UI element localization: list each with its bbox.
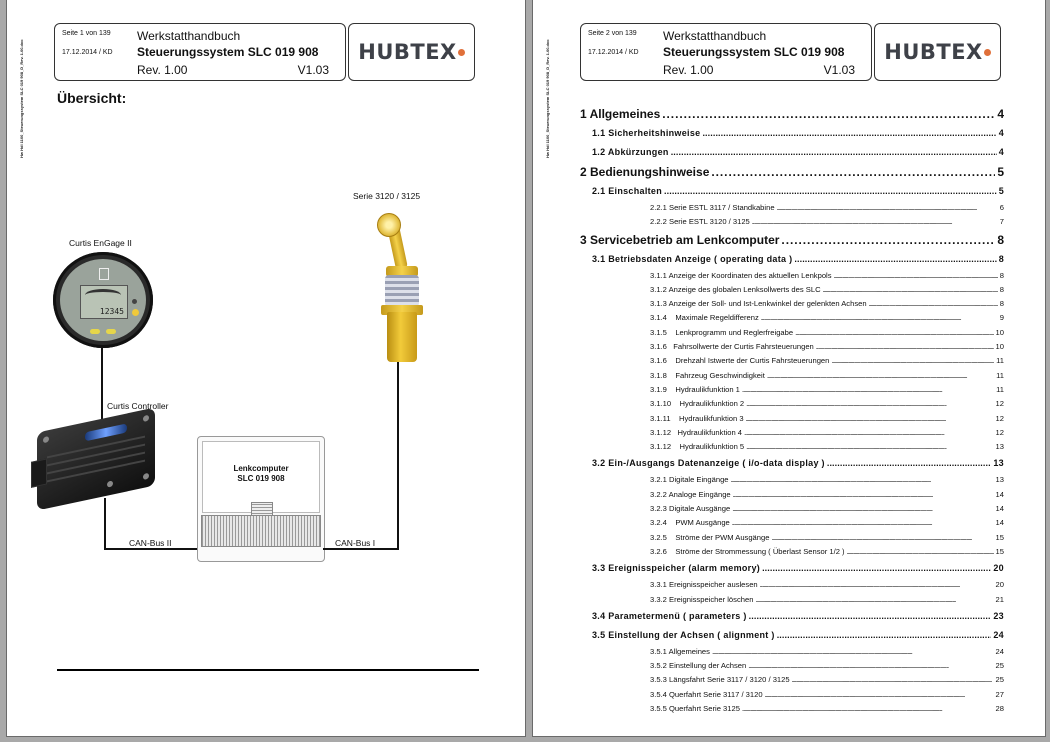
toc-entry-page: 8 <box>998 269 1004 283</box>
toc-entry-title: 3 Servicebetrieb am Lenkcomputer <box>580 230 781 250</box>
toc-entry[interactable] <box>580 311 1004 325</box>
toc-leader-dots <box>781 230 995 250</box>
toc-entry-page: 8 <box>998 283 1004 297</box>
toc-entry[interactable] <box>580 502 1004 516</box>
toc-entry[interactable] <box>580 545 1004 559</box>
curtis-engage-display-image <box>53 252 153 348</box>
toc-entry-page: 12 <box>994 397 1004 411</box>
page-header <box>580 23 872 81</box>
toc-entry[interactable] <box>580 201 1004 215</box>
toc-entry[interactable] <box>580 326 1004 340</box>
toc-entry-page: 25 <box>994 659 1004 673</box>
toc-leader-dots <box>767 369 994 383</box>
toc-leader-dots <box>794 250 996 269</box>
toc-entry-page: 13 <box>991 454 1004 473</box>
toc-leader-dots <box>744 426 994 440</box>
toc-entry[interactable] <box>580 673 1004 687</box>
toc-entry[interactable] <box>580 659 1004 673</box>
toc-entry-title: 1 Allgemeines <box>580 104 662 124</box>
can-bus-2-line <box>104 548 198 550</box>
toc-entry-page: 11 <box>994 369 1004 383</box>
date-author: 17.12.2014 / KD <box>62 49 113 56</box>
computer-label-line1: Lenkcomputer <box>233 464 289 473</box>
toc-leader-dots <box>748 659 993 673</box>
toc-entry-page: 4 <box>997 143 1004 162</box>
toc-entry-page: 14 <box>994 488 1004 502</box>
toc-entry-page: 21 <box>994 593 1004 607</box>
toc-entry-page: 8 <box>998 297 1004 311</box>
can-bus-2-label: CAN-Bus II <box>129 538 172 548</box>
toc-entry[interactable] <box>580 230 1004 250</box>
toc-entry[interactable] <box>580 104 1004 124</box>
toc-entry-title: 3.1.5 Lenkprogramm und Reglerfreigabe <box>650 326 795 340</box>
doc-subtitle: Steuerungssystem SLC 019 908 <box>137 45 319 59</box>
computer-label-line2: SLC 019 908 <box>237 474 285 483</box>
toc-leader-dots <box>777 626 992 645</box>
toc-entry-title: 3.3 Ereignisspeicher (alarm memory) <box>592 559 762 578</box>
page-header <box>54 23 346 81</box>
toc-leader-dots <box>749 607 992 626</box>
toc-entry-page: 4 <box>997 124 1004 143</box>
toc-entry-title: 2.1 Einschalten <box>592 182 664 201</box>
toc-leader-dots <box>731 473 994 487</box>
lenkcomputer-image <box>197 436 325 562</box>
controller-label: Curtis Controller <box>107 401 169 411</box>
toc-leader-dots <box>823 283 998 297</box>
toc-entry-title: 3.2.4 PWM Ausgänge <box>650 516 732 530</box>
toc-entry-page: 24 <box>994 645 1004 659</box>
toc-entry-page: 5 <box>997 182 1004 201</box>
toc-entry-page: 11 <box>994 383 1004 397</box>
toc-entry-title: 2 Bedienungshinweise <box>580 162 711 182</box>
toc-leader-dots <box>765 688 994 702</box>
toc-leader-dots <box>746 440 993 454</box>
page-number: Seite 1 von 139 <box>62 30 111 37</box>
toc-entry[interactable] <box>580 250 1004 269</box>
toc-entry-title: 3.1.9 Hydraulikfunktion 1 <box>650 383 742 397</box>
toc-entry-page: 23 <box>991 607 1004 626</box>
toc-entry-title: 3.3.1 Ereignisspeicher auslesen <box>650 578 760 592</box>
toc-entry-title: 3.3.2 Ereignisspeicher löschen <box>650 593 755 607</box>
toc-leader-dots <box>834 269 998 283</box>
toc-leader-dots <box>752 215 998 229</box>
revision: Rev. 1.00 <box>663 63 714 77</box>
toc-entry[interactable] <box>580 440 1004 454</box>
toc-leader-dots <box>732 502 993 516</box>
toc-entry-title: 3.1.3 Anzeige der Soll- und Ist-Lenkwinkel der gelenkten Achsen <box>650 297 869 311</box>
toc-entry-title: 3.2.2 Analoge Eingänge <box>650 488 733 502</box>
toc-entry[interactable] <box>580 162 1004 182</box>
toc-entry-page: 4 <box>995 104 1004 124</box>
toc-entry-title: 3.2.3 Digitale Ausgänge <box>650 502 732 516</box>
toc-entry-title: 3.1.11 Hydraulikfunktion 3 <box>650 412 746 426</box>
toc-leader-dots <box>664 182 997 201</box>
toc-entry-page: 15 <box>994 545 1004 559</box>
toc-entry-title: 3.2.1 Digitale Eingänge <box>650 473 731 487</box>
toc-leader-dots <box>733 488 994 502</box>
toc-entry-page: 8 <box>995 230 1004 250</box>
toc-entry[interactable] <box>580 473 1004 487</box>
curtis-controller-image <box>37 407 155 510</box>
display-label: Curtis EnGage II <box>69 238 132 248</box>
joystick-label: Serie 3120 / 3125 <box>353 191 421 201</box>
toc-entry-title: 2.2.2 Serie ESTL 3120 / 3125 <box>650 215 752 229</box>
toc-entry[interactable] <box>580 369 1004 383</box>
toc-entry[interactable] <box>580 645 1004 659</box>
toc-entry-page: 13 <box>994 473 1004 487</box>
toc-leader-dots <box>771 531 993 545</box>
toc-leader-dots <box>662 104 995 124</box>
toc-entry-title: 1.1 Sicherheitshinweise <box>592 124 702 143</box>
page-number: Seite 2 von 139 <box>588 30 637 37</box>
toc-entry-title: 3.5.5 Querfahrt Serie 3125 <box>650 702 742 716</box>
toc-entry-title: 3.5.3 Längsfahrt Serie 3117 / 3120 / 3125 <box>650 673 792 687</box>
toc-leader-dots <box>746 412 994 426</box>
toc-entry-page: 5 <box>995 162 1004 182</box>
toc-leader-dots <box>760 578 994 592</box>
toc-leader-dots <box>711 162 995 182</box>
cable-display-controller <box>101 348 103 420</box>
toc-entry[interactable] <box>580 559 1004 578</box>
logo-dot-icon <box>984 49 991 56</box>
toc-entry[interactable] <box>580 283 1004 297</box>
toc-entry[interactable] <box>580 426 1004 440</box>
toc-leader-dots <box>732 516 994 530</box>
toc-entry[interactable] <box>580 354 1004 368</box>
toc-entry[interactable] <box>580 454 1004 473</box>
can-bus-2-vertical <box>104 498 106 549</box>
toc-entry-title: 3.1 Betriebsdaten Anzeige ( operating data ) <box>592 250 794 269</box>
toc-leader-dots <box>712 645 994 659</box>
toc-entry[interactable] <box>580 516 1004 530</box>
toc-entry-title: 2.2.1 Serie ESTL 3117 / Standkabine <box>650 201 777 215</box>
logo-box <box>348 23 475 81</box>
toc-leader-dots <box>827 454 992 473</box>
toc-entry[interactable] <box>580 578 1004 592</box>
toc-entry-page: 6 <box>998 201 1004 215</box>
toc-entry-page: 12 <box>994 426 1004 440</box>
toc-entry[interactable] <box>580 143 1004 162</box>
document-page-1 <box>6 0 526 737</box>
fuel-icon <box>99 268 109 280</box>
toc-entry-page: 9 <box>998 311 1004 325</box>
toc-leader-dots <box>869 297 998 311</box>
toc-entry-title: 3.4 Parametermenü ( parameters ) <box>592 607 749 626</box>
toc-entry[interactable] <box>580 607 1004 626</box>
toc-entry-title: 3.1.8 Fahrzeug Geschwindigkeit <box>650 369 767 383</box>
toc-entry[interactable] <box>580 531 1004 545</box>
toc-entry[interactable] <box>580 593 1004 607</box>
toc-entry-page: 12 <box>994 412 1004 426</box>
version: V1.03 <box>823 63 855 77</box>
date-author: 17.12.2014 / KD <box>588 49 639 56</box>
toc-entry[interactable] <box>580 688 1004 702</box>
version: V1.03 <box>297 63 329 77</box>
toc-entry-page: 24 <box>991 626 1004 645</box>
display-value: 12345 <box>99 307 124 316</box>
toc-leader-dots <box>755 593 993 607</box>
toc-entry-title: 3.1.2 Anzeige des globalen Lenksollwerts des SLC <box>650 283 823 297</box>
toc-entry[interactable] <box>580 397 1004 411</box>
toc-entry-page: 20 <box>991 559 1004 578</box>
toc-entry-title: 3.1.6 Fahrsollwerte der Curtis Fahrsteuerungen <box>650 340 816 354</box>
doc-title: Werkstatthandbuch <box>663 29 767 43</box>
toc-entry-title: 3.1.6 Drehzahl Istwerte der Curtis Fahrsteuerungen <box>650 354 831 368</box>
can-bus-1-vertical <box>397 362 399 550</box>
toc-entry-page: 7 <box>998 215 1004 229</box>
toc-entry-title: 3.5 Einstellung der Achsen ( alignment ) <box>592 626 777 645</box>
toc-leader-dots <box>742 702 994 716</box>
side-file-path: Hw Hdl 1100_Steuerungssystem SLC 019 908_D_Rev. 1.00.doc <box>19 39 24 158</box>
toc-entry-page: 8 <box>997 250 1004 269</box>
toc-entry-page: 11 <box>994 354 1004 368</box>
toc-entry-page: 25 <box>994 673 1004 687</box>
toc-entry-title: 3.1.12 Hydraulikfunktion 5 <box>650 440 746 454</box>
toc-leader-dots <box>762 559 991 578</box>
side-file-path: Hw Hdl 1100_Steuerungssystem SLC 019 908_D_Rev. 1.00.doc <box>545 39 550 158</box>
toc-entry-title: 3.5.1 Allgemeines <box>650 645 712 659</box>
toc-leader-dots <box>702 124 996 143</box>
toc-entry[interactable] <box>580 383 1004 397</box>
toc-leader-dots <box>816 340 994 354</box>
toc-entry-page: 10 <box>994 326 1004 340</box>
toc-leader-dots <box>795 326 993 340</box>
can-bus-1-line <box>323 548 399 550</box>
toc-leader-dots <box>671 143 997 162</box>
logo-box <box>874 23 1001 81</box>
toc-entry[interactable] <box>580 297 1004 311</box>
toc-entry[interactable] <box>580 269 1004 283</box>
table-of-contents <box>580 104 1004 716</box>
toc-leader-dots <box>742 383 994 397</box>
toc-entry-page: 13 <box>994 440 1004 454</box>
toc-entry-page: 27 <box>994 688 1004 702</box>
revision: Rev. 1.00 <box>137 63 188 77</box>
toc-entry[interactable] <box>580 626 1004 645</box>
doc-title: Werkstatthandbuch <box>137 29 241 43</box>
toc-entry-title: 3.1.4 Maximale Regeldifferenz <box>650 311 761 325</box>
toc-entry-page: 20 <box>994 578 1004 592</box>
toc-entry[interactable] <box>580 488 1004 502</box>
toc-entry-page: 28 <box>994 702 1004 716</box>
toc-leader-dots <box>777 201 998 215</box>
toc-entry-page: 10 <box>994 340 1004 354</box>
toc-entry-page: 15 <box>994 531 1004 545</box>
hubtex-logo: HUBTEX <box>358 40 457 64</box>
toc-entry[interactable] <box>580 215 1004 229</box>
toc-entry[interactable] <box>580 702 1004 716</box>
toc-entry-page: 14 <box>994 516 1004 530</box>
toc-leader-dots <box>761 311 998 325</box>
toc-entry-page: 14 <box>994 502 1004 516</box>
toc-entry[interactable] <box>580 182 1004 201</box>
toc-entry-title: 3.1.10 Hydraulikfunktion 2 <box>650 397 746 411</box>
terminal-block <box>201 515 321 547</box>
toc-entry-title: 3.5.2 Einstellung der Achsen <box>650 659 748 673</box>
toc-entry-title: 1.2 Abkürzungen <box>592 143 671 162</box>
toc-leader-dots <box>746 397 993 411</box>
toc-entry-title: 3.1.12 Hydraulikfunktion 4 <box>650 426 744 440</box>
toc-entry[interactable] <box>580 412 1004 426</box>
toc-entry-title: 3.2.5 Ströme der PWM Ausgänge <box>650 531 771 545</box>
section-title: Übersicht: <box>57 90 127 106</box>
toc-entry-title: 3.2 Ein-/Ausgangs Datenanzeige ( i/o-data display ) <box>592 454 827 473</box>
toc-entry-title: 3.1.1 Anzeige der Koordinaten des aktuellen Lenkpols <box>650 269 834 283</box>
toc-entry-title: 3.5.4 Querfahrt Serie 3117 / 3120 <box>650 688 765 702</box>
toc-leader-dots <box>847 545 994 559</box>
toc-entry[interactable] <box>580 340 1004 354</box>
toc-leader-dots <box>792 673 994 687</box>
toc-entry-title: 3.2.6 Ströme der Strommessung ( Überlast Sensor 1/2 ) <box>650 545 847 559</box>
document-page-2 <box>532 0 1046 737</box>
hubtex-logo: HUBTEX <box>884 40 983 64</box>
doc-subtitle: Steuerungssystem SLC 019 908 <box>663 45 845 59</box>
can-bus-1-label: CAN-Bus I <box>335 538 376 548</box>
footer-divider <box>57 669 479 671</box>
toc-entry[interactable] <box>580 124 1004 143</box>
logo-dot-icon <box>458 49 465 56</box>
toc-leader-dots <box>831 354 994 368</box>
